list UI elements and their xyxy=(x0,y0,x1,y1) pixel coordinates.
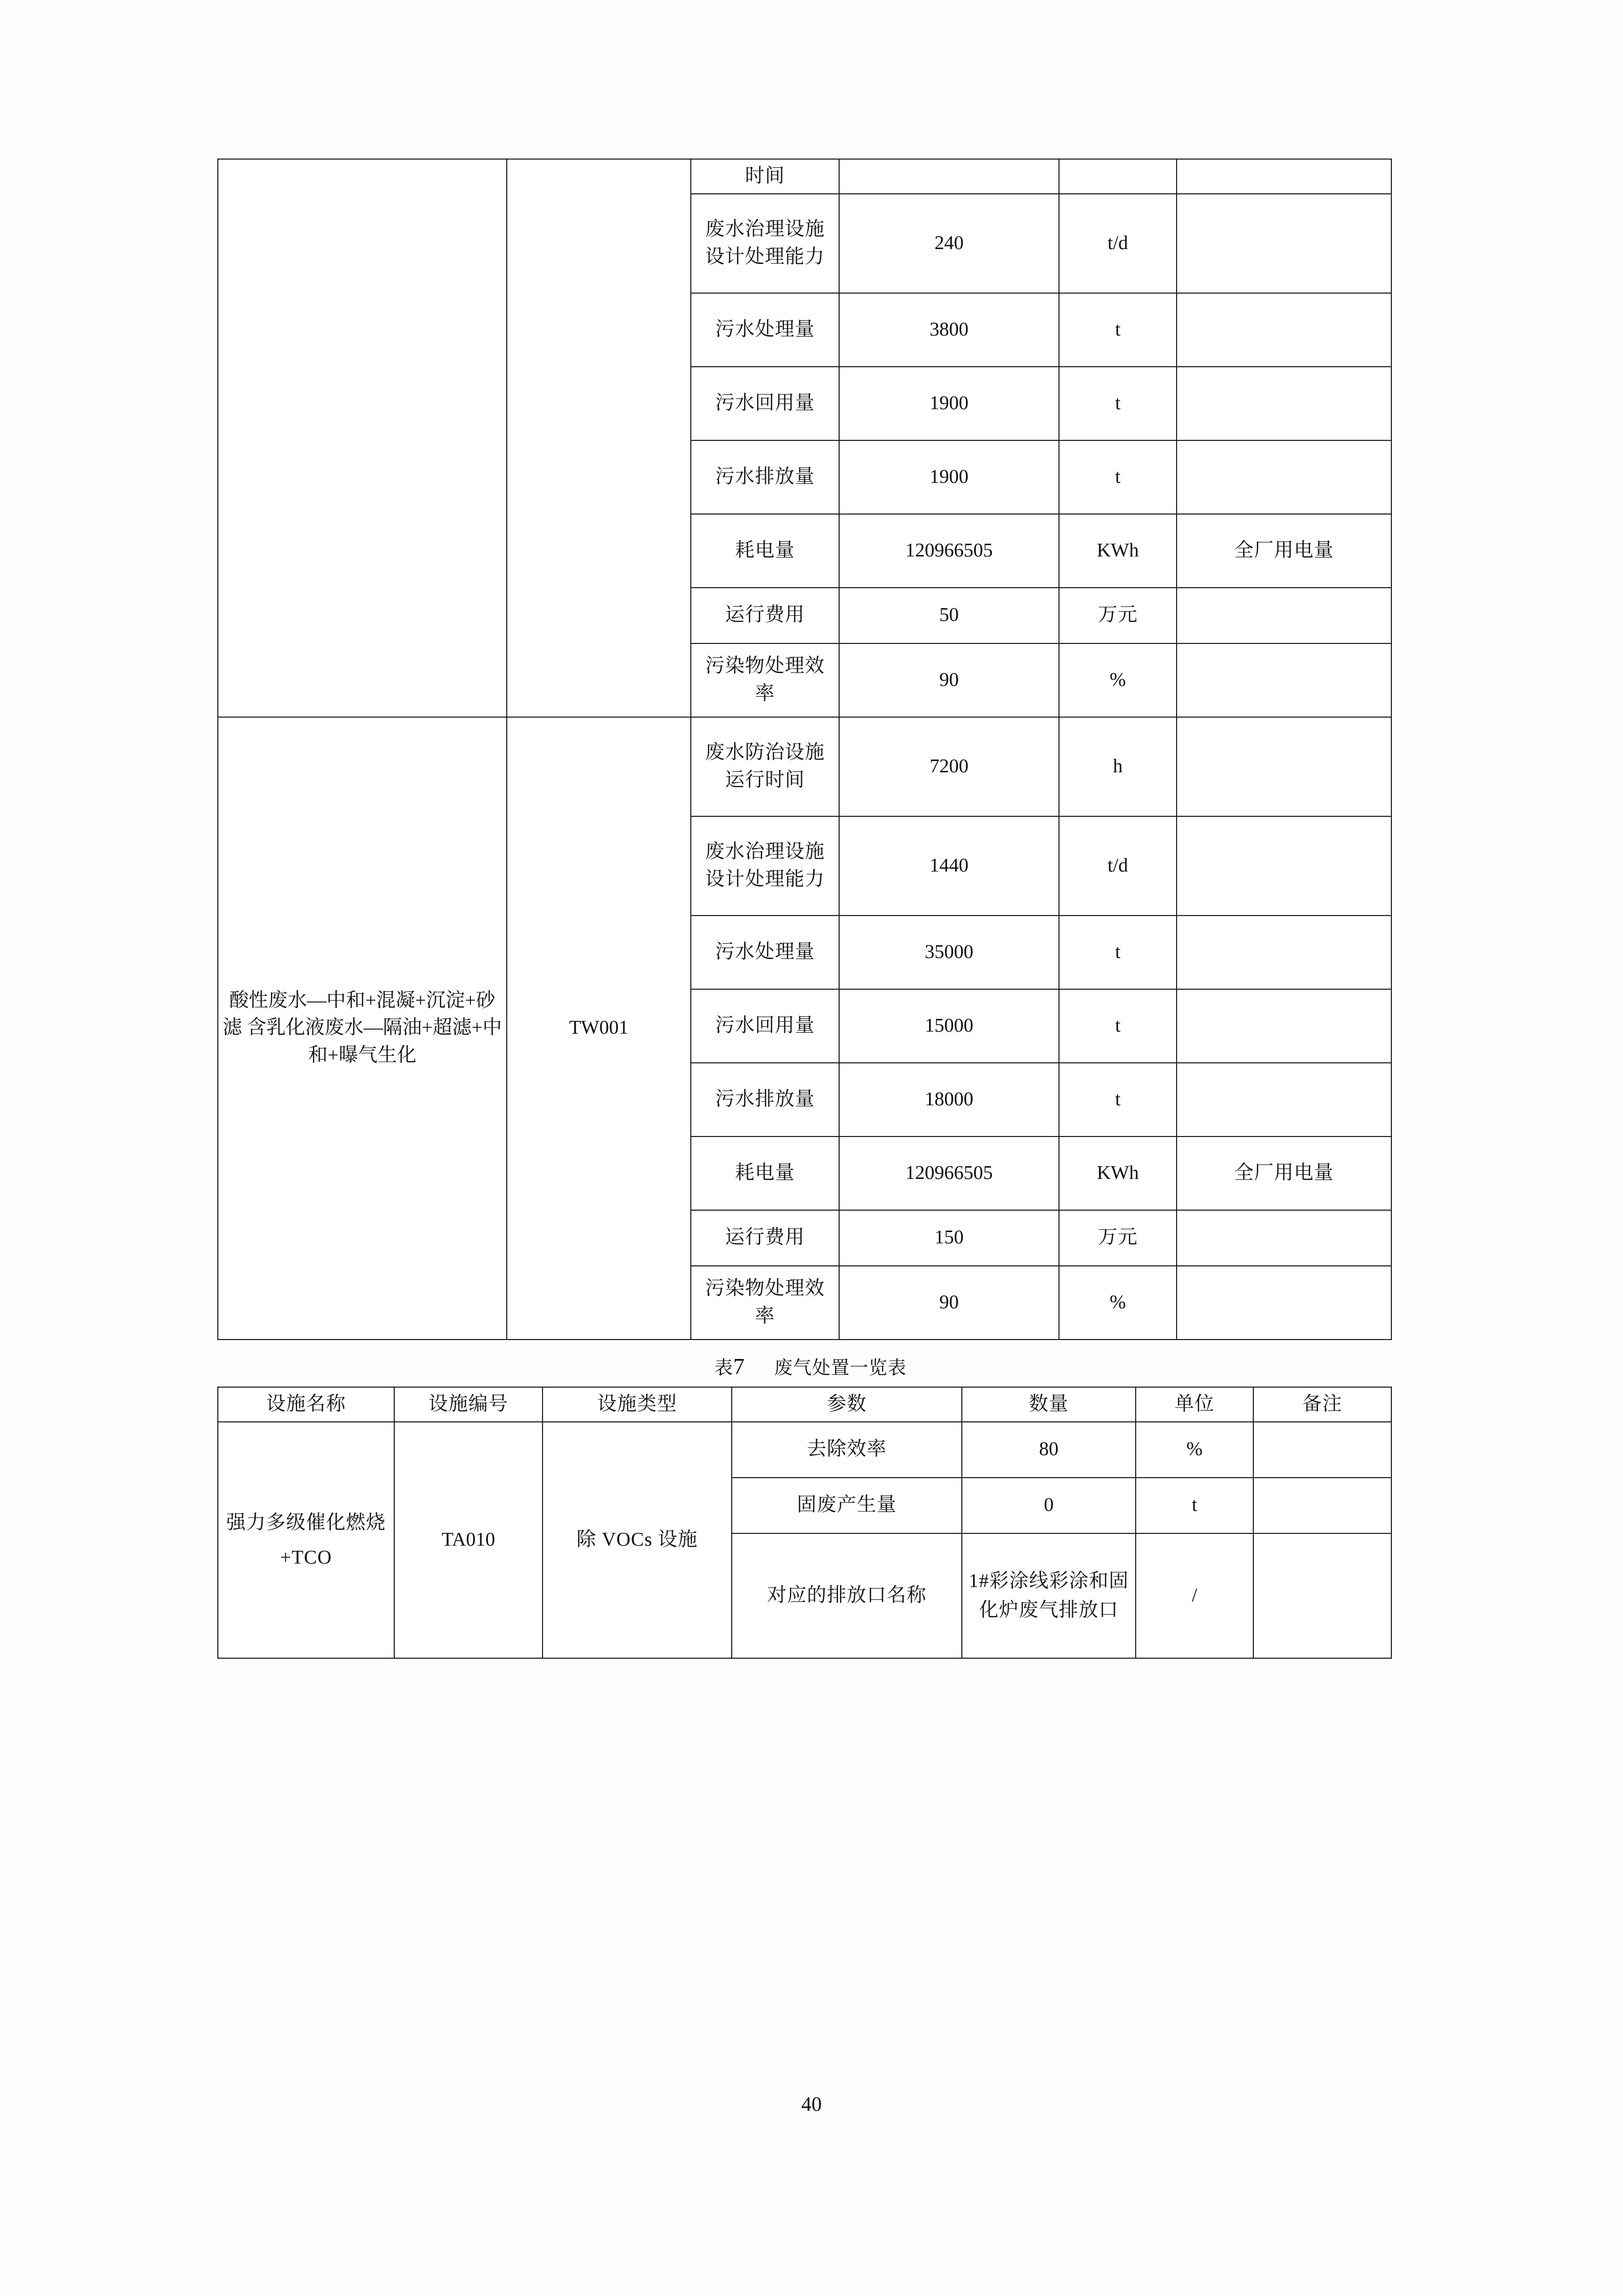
param-value: 240 xyxy=(839,194,1059,293)
param-unit: t xyxy=(1059,440,1177,514)
table-header-row xyxy=(218,1387,1391,1422)
header-parameter: 参数 xyxy=(732,1387,962,1422)
param-label: 耗电量 xyxy=(691,1136,839,1210)
param-value: 1900 xyxy=(839,440,1059,514)
param-unit: KWh xyxy=(1059,1136,1177,1210)
facility-type-cell: 除 VOCs 设施 xyxy=(543,1422,732,1658)
param-label: 去除效率 xyxy=(732,1422,962,1478)
param-remark xyxy=(1253,1533,1391,1658)
param-label: 污水回用量 xyxy=(691,367,839,440)
header-quantity: 数量 xyxy=(962,1387,1136,1422)
param-label: 污水排放量 xyxy=(691,1063,839,1136)
param-unit: % xyxy=(1059,643,1177,717)
param-remark xyxy=(1177,159,1391,194)
param-remark: 全厂用电量 xyxy=(1177,1136,1391,1210)
param-unit: % xyxy=(1136,1422,1253,1478)
param-label: 废水治理设施设计处理能力 xyxy=(691,816,839,916)
param-remark xyxy=(1177,440,1391,514)
header-unit: 单位 xyxy=(1136,1387,1253,1422)
param-unit: t xyxy=(1059,1063,1177,1136)
param-value: 15000 xyxy=(839,989,1059,1063)
param-unit: t xyxy=(1136,1478,1253,1533)
header-facility-name: 设施名称 xyxy=(218,1387,394,1422)
param-value: 90 xyxy=(839,1266,1059,1340)
param-label: 耗电量 xyxy=(691,514,839,588)
header-remark: 备注 xyxy=(1253,1387,1391,1422)
param-unit: t/d xyxy=(1059,194,1177,293)
param-value: 1440 xyxy=(839,816,1059,916)
param-value: 120966505 xyxy=(839,1136,1059,1210)
param-remark xyxy=(1177,194,1391,293)
facility-process-cell-continued xyxy=(218,159,507,717)
param-remark xyxy=(1177,367,1391,440)
param-value xyxy=(839,159,1059,194)
param-unit: / xyxy=(1136,1533,1253,1658)
param-label: 固废产生量 xyxy=(732,1478,962,1533)
param-remark xyxy=(1177,293,1391,367)
param-value: 0 xyxy=(962,1478,1136,1533)
param-remark xyxy=(1177,816,1391,916)
param-remark xyxy=(1177,643,1391,717)
param-unit: KWh xyxy=(1059,514,1177,588)
param-unit: h xyxy=(1059,717,1177,816)
param-unit: t xyxy=(1059,989,1177,1063)
param-remark xyxy=(1253,1422,1391,1478)
table7-caption xyxy=(217,1353,1404,1379)
header-facility-type: 设施类型 xyxy=(543,1387,732,1422)
param-remark xyxy=(1253,1478,1391,1533)
param-label: 污水排放量 xyxy=(691,440,839,514)
facility-name-cell: 强力多级催化燃烧+TCO xyxy=(218,1422,394,1658)
wastewater-facility-table xyxy=(217,159,1392,1340)
param-label: 对应的排放口名称 xyxy=(732,1533,962,1658)
table7-caption-title: 废气处置一览表 xyxy=(774,1357,907,1378)
param-label: 废水治理设施设计处理能力 xyxy=(691,194,839,293)
param-unit: t xyxy=(1059,293,1177,367)
param-value: 120966505 xyxy=(839,514,1059,588)
param-value: 18000 xyxy=(839,1063,1059,1136)
param-value: 1#彩涂线彩涂和固化炉废气排放口 xyxy=(962,1533,1136,1658)
param-value: 50 xyxy=(839,588,1059,643)
header-facility-code: 设施编号 xyxy=(394,1387,543,1422)
param-value: 3800 xyxy=(839,293,1059,367)
facility-code-cell: TW001 xyxy=(507,717,691,1340)
param-remark xyxy=(1177,1063,1391,1136)
param-value: 1900 xyxy=(839,367,1059,440)
page-number: 40 xyxy=(801,2092,822,2115)
param-value: 90 xyxy=(839,643,1059,717)
param-value: 150 xyxy=(839,1210,1059,1266)
param-remark xyxy=(1177,717,1391,816)
param-remark xyxy=(1177,1266,1391,1340)
page-content xyxy=(217,159,1404,1659)
param-value: 7200 xyxy=(839,717,1059,816)
param-value: 35000 xyxy=(839,916,1059,989)
param-unit: t xyxy=(1059,367,1177,440)
param-remark xyxy=(1177,989,1391,1063)
param-label: 污染物处理效率 xyxy=(691,643,839,717)
param-remark: 全厂用电量 xyxy=(1177,514,1391,588)
param-label: 时间 xyxy=(691,159,839,194)
param-label: 污水回用量 xyxy=(691,989,839,1063)
facility-code-cell-continued xyxy=(507,159,691,717)
param-unit: t xyxy=(1059,916,1177,989)
param-unit: t/d xyxy=(1059,816,1177,916)
param-remark xyxy=(1177,588,1391,643)
param-unit xyxy=(1059,159,1177,194)
table7-caption-label: 表 xyxy=(714,1357,733,1378)
table-row xyxy=(218,717,1391,816)
param-value: 80 xyxy=(962,1422,1136,1478)
param-label: 污染物处理效率 xyxy=(691,1266,839,1340)
param-unit: % xyxy=(1059,1266,1177,1340)
facility-code-cell: TA010 xyxy=(394,1422,543,1658)
table7-caption-number: 7 xyxy=(733,1353,746,1379)
waste-gas-facility-table xyxy=(217,1387,1392,1659)
table-row xyxy=(218,159,1391,194)
param-unit: 万元 xyxy=(1059,588,1177,643)
param-remark xyxy=(1177,916,1391,989)
table-row xyxy=(218,1422,1391,1478)
param-label: 污水处理量 xyxy=(691,293,839,367)
facility-process-cell: 酸性废水—中和+混凝+沉淀+砂滤 含乳化液废水—隔油+超滤+中和+曝气生化 xyxy=(218,717,507,1340)
param-label: 废水防治设施运行时间 xyxy=(691,717,839,816)
param-label: 污水处理量 xyxy=(691,916,839,989)
param-label: 运行费用 xyxy=(691,588,839,643)
param-label: 运行费用 xyxy=(691,1210,839,1266)
param-unit: 万元 xyxy=(1059,1210,1177,1266)
param-remark xyxy=(1177,1210,1391,1266)
